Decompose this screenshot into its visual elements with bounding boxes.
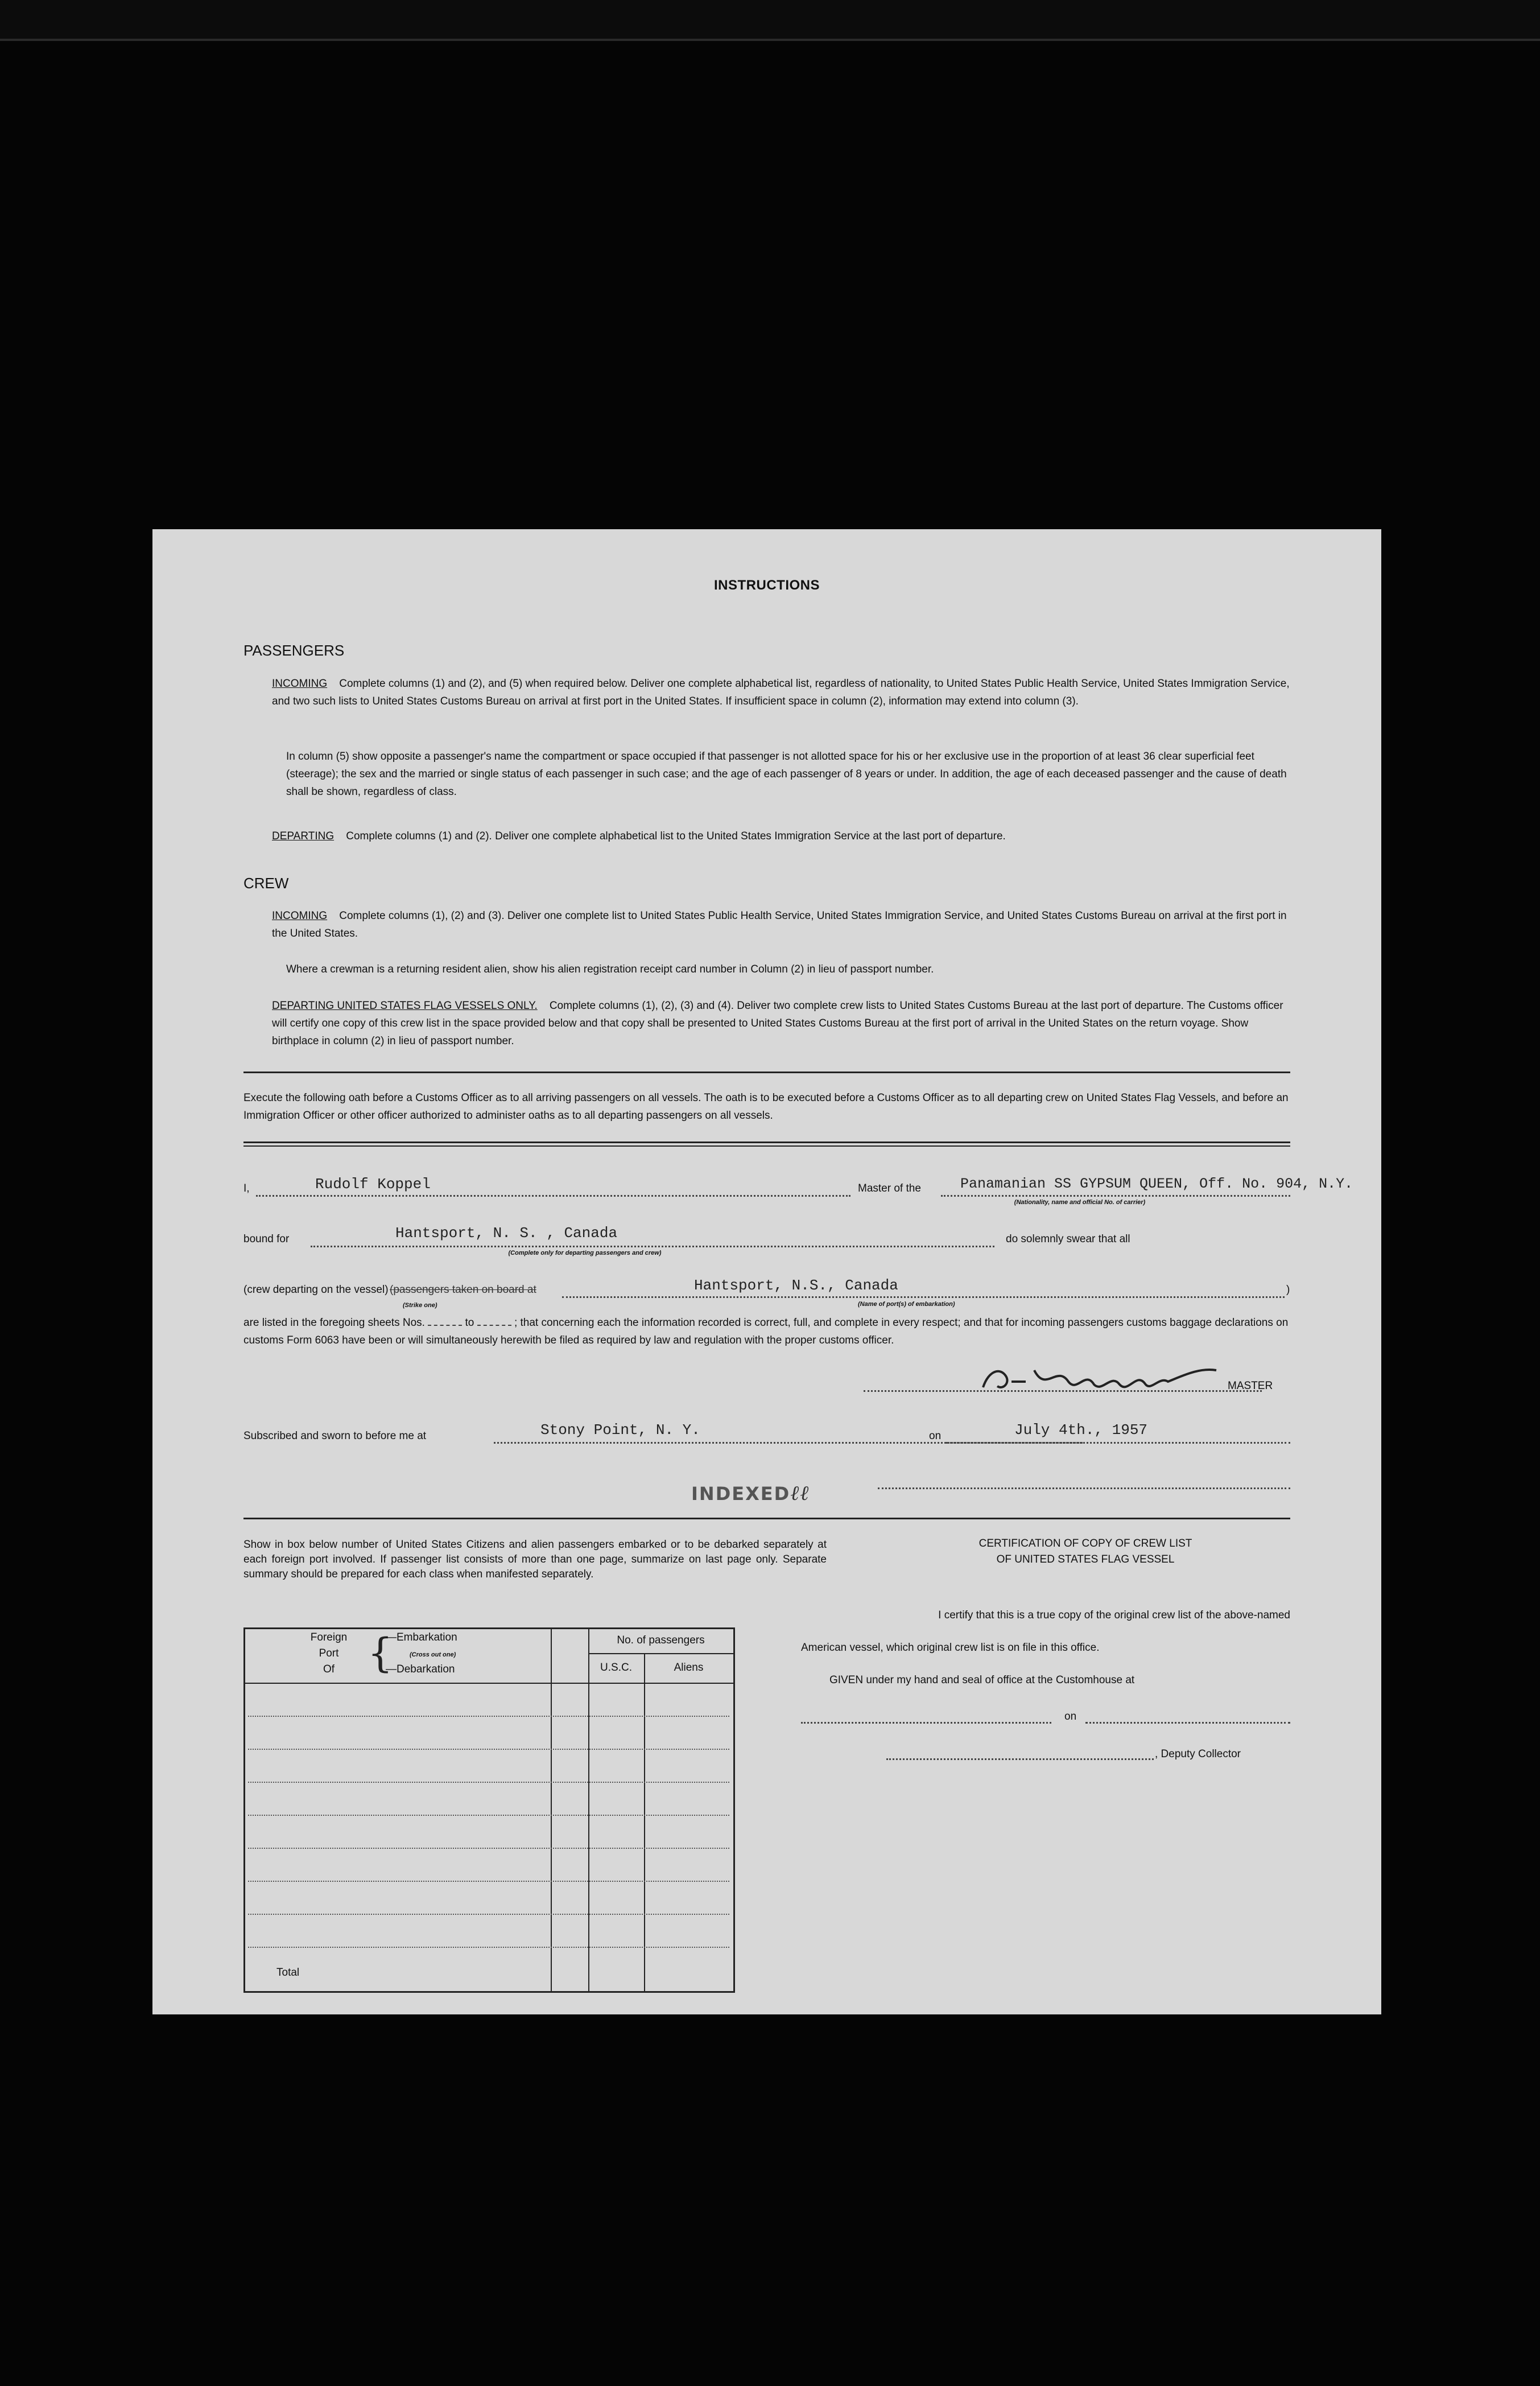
cross-out-note: (Cross out one) [410,1651,456,1658]
passengers-heading: PASSENGERS [243,642,345,659]
passengers-incoming-label: INCOMING [272,678,328,690]
close-paren: ) [1286,1284,1290,1296]
passengers-departing-text: Complete columns (1) and (2). Deliver one complete alphabetical list to the United States Immigration Service at the last port of departure. [346,830,1006,842]
crew-incoming-text: Complete columns (1), (2) and (3). Deliver one complete list to United States Public Health Service, United States Immigration Service, and United States Customs Bureau on arrival at the first port in the United States. [272,910,1287,939]
sworn-place: Stony Point, N. Y. [540,1421,700,1439]
master-signature [972,1359,1239,1399]
indexed-stamp: INDEXEDℓℓ [691,1482,810,1505]
passengers-incoming-text: Complete columns (1) and (2), and (5) when required below. Deliver one complete alphabetical list, regardless of nationality, to United States Public Health Service, United States Immigration Service, and two such lists to United States Customs Bureau on arrival at first port in the United States. If insufficient space in column (2), information may extend into column (3). [272,678,1290,707]
indexed-stamp-text: INDEXED [691,1483,791,1505]
sheets-paragraph [243,1314,1290,1349]
bound-for-value: Hantsport, N. S. , Canada [395,1225,618,1242]
col-no-passengers: No. of passengers [617,1634,705,1646]
certification-text-1: I certify that this is a true copy of the original crew list of the above-named [938,1609,1290,1621]
bracket-symbol: { [368,1630,393,1676]
col-port: Port [319,1647,339,1659]
divider-line [243,1072,1290,1073]
table-header-rule [243,1683,733,1684]
col-debarkation: —Debarkation [386,1663,455,1675]
passengers-column5-text: In column (5) show opposite a passenger's name the compartment or space occupied if that passenger is not allotted space for his or her exclusive use in the proportion of at least 36 clear superficial feet (steerage); the sex and the married or single status of each passenger in such case; and the age of each passenger of 8 years or under. In addition, the age of each deceased passenger and the cause of death shall be shown, regardless of class. [286,751,1287,798]
deputy-signature-line [886,1758,1154,1760]
table-row [248,1782,729,1783]
film-top-strip [0,0,1540,40]
vessel-line [941,1195,1290,1197]
certification-on-label: on [1064,1711,1077,1722]
swear-label: do solemnly swear that all [1006,1233,1130,1245]
sworn-date-line [946,1442,1290,1444]
sheets-text-b: ; that concerning each the information recorded is correct, full, and complete in every respect; and that for incoming passengers customs baggage declarations on customs Form 6063 have been or will simultaneously herewith be filed as required by law and regulation with the proper customs officer. [243,1317,1289,1346]
table-row [248,1848,729,1849]
bound-for-label: bound for [243,1233,290,1245]
crew-incoming-label: INCOMING [272,910,328,922]
col-foreign: Foreign [310,1631,348,1643]
table-row [248,1914,729,1915]
col-usc: U.S.C. [600,1662,632,1674]
crew-departing-paragraph [272,997,1290,1050]
col-aliens: Aliens [674,1662,704,1674]
table-subheader-rule [588,1653,733,1654]
sworn-date: July 4th., 1957 [1014,1421,1148,1439]
port-caption: (Name of port(s) of embarkation) [858,1301,955,1308]
passengers-departing-label: DEPARTING [272,830,335,842]
instructions-title: INSTRUCTIONS [714,578,820,593]
sheets-text-to: to [465,1317,474,1329]
table-row [248,1815,729,1816]
certification-text-3: GIVEN under my hand and seal of office at the Customhouse at [829,1674,1135,1686]
vessel-name: Panamanian SS GYPSUM QUEEN, Off. No. 904, N.Y. [960,1176,1353,1192]
film-top-edge [0,39,1540,41]
customhouse-line [801,1722,1051,1724]
deputy-collector-label: , Deputy Collector [1155,1748,1241,1760]
on-label: on [929,1430,942,1442]
master-name: Rudolf Koppel [315,1176,431,1193]
oath-instruction: Execute the following oath before a Customs Officer as to all arriving passengers on all vessels. The oath is to be executed before a Customs Officer as to all departing crew on United States Flag Vessels, and before an Immigration Officer or other officer authorized to administer oaths as to all departing passengers on all vessels. [243,1092,1289,1122]
crew-resident-text: Where a crewman is a returning resident alien, show his alien registration receipt card number in Column (2) in lieu of passport number. [286,963,934,975]
i-label: I, [243,1182,250,1194]
passengers-incoming-paragraph [272,675,1290,710]
divider-line [243,1142,1290,1143]
certification-text-2: American vessel, which original crew list is on file in this office. [801,1642,1100,1654]
certification-date-line [1085,1722,1290,1724]
master-name-line [256,1195,850,1197]
summary-instructions: Show in box below number of United States Citizens and alien passengers embarked or to be debarked separately at each foreign port involved. If passenger list consists of more than one page, summarize on last page only. Separate summary should be prepared for each class when manifested separately. [243,1539,827,1580]
passengers-option-struck: (passengers taken on board at [390,1284,536,1296]
table-column-rule [551,1629,552,1991]
port-line [562,1296,1285,1298]
subscribed-label: Subscribed and sworn to before me at [243,1430,427,1442]
divider-line [243,1518,1290,1519]
table-row [248,1749,729,1750]
divider-line [243,1145,1290,1147]
crew-departing-text: Complete columns (1), (2), (3) and (4). Deliver two complete crew lists to United States Customs Bureau at the last port of departure. The Customs officer will certify one copy of this crew list in the space provided below and that copy shall be presented to United States Customs Bureau at the first port of arrival in the United States on the return voyage. Show birthplace in column (2) in lieu of passport number. [272,1000,1283,1047]
table-column-rule [588,1629,589,1991]
crew-incoming-paragraph [272,907,1290,942]
sheets-text-a: are listed in the foregoing sheets Nos. [243,1317,425,1329]
strike-caption: (Strike one) [403,1302,437,1309]
blank-line [878,1487,1290,1489]
certification-title-2: OF UNITED STATES FLAG VESSEL [996,1553,1175,1565]
bound-for-line [311,1246,994,1247]
table-row [248,1716,729,1717]
col-of: Of [323,1663,335,1675]
crew-heading: CREW [243,875,289,892]
total-label: Total [276,1967,300,1979]
certification-title-1: CERTIFICATION OF COPY OF CREW LIST [979,1538,1192,1550]
crew-departing-option: (crew departing on the vessel) [243,1284,389,1296]
port-embarkation: Hantsport, N.S., Canada [694,1277,898,1294]
master-of-label: Master of the [858,1182,921,1194]
document-page [152,529,1381,2014]
passengers-departing-paragraph [272,827,1290,845]
table-row [248,1881,729,1882]
col-embarkation: —Embarkation [386,1631,457,1643]
table-column-rule [644,1653,645,1991]
master-label: MASTER [1228,1380,1273,1392]
vessel-caption: (Nationality, name and official No. of carrier) [1014,1199,1146,1206]
table-row [248,1947,729,1948]
crew-departing-label: DEPARTING UNITED STATES FLAG VESSELS ONLY. [272,1000,538,1012]
bound-caption: (Complete only for departing passengers and crew) [508,1250,662,1256]
